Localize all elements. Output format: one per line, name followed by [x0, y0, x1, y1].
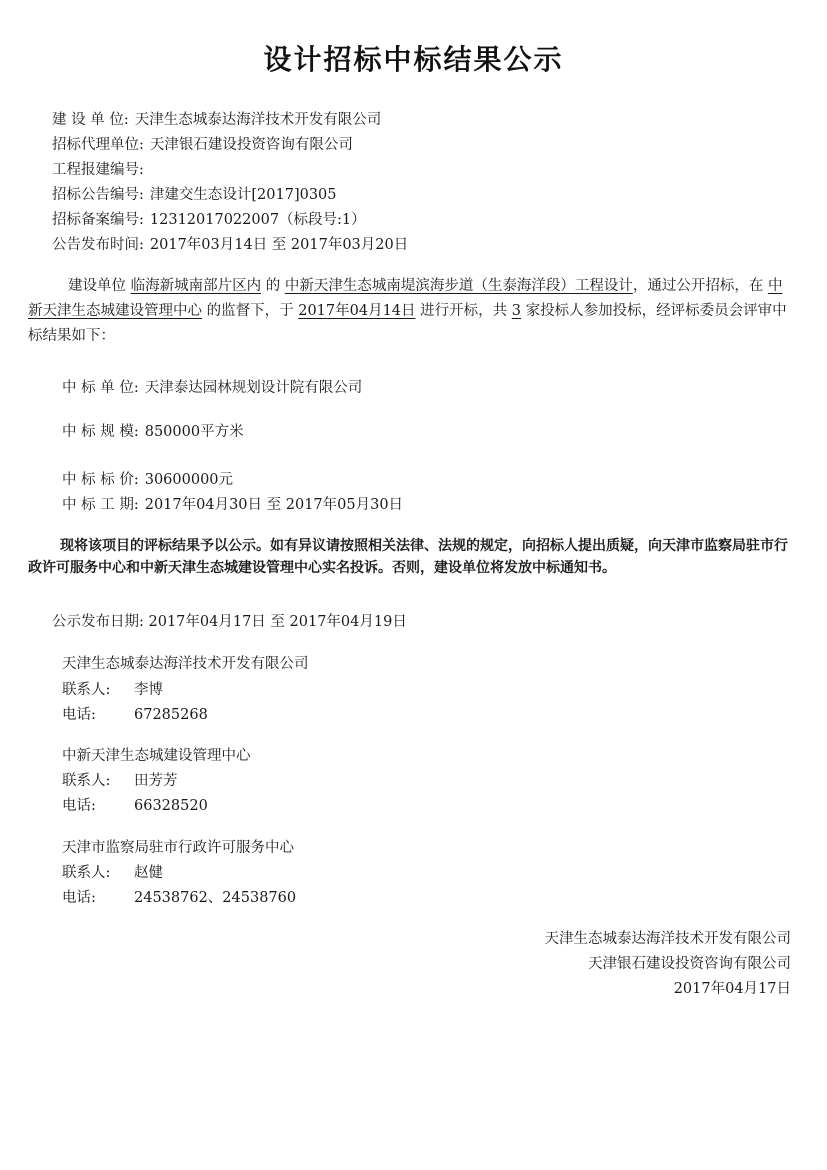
notice-no-label: 招标公告编号:: [52, 187, 144, 203]
agent-value: 天津银石建设投资咨询有限公司: [149, 137, 353, 153]
record-no-value: 12312017022007（标段号:1）: [149, 212, 366, 228]
signature-org-1: 天津生态城泰达海洋技术开发有限公司: [544, 931, 791, 947]
contact-person-row: [62, 771, 178, 791]
publish-time-value: 2017年03月14日 至 2017年03月20日: [149, 237, 409, 253]
period-label: 中 标 工 期:: [62, 497, 139, 513]
publicity-date: 公示发布日期: 2017年04月17日 至 2017年04月19日: [52, 614, 407, 630]
contact-phone-label: 电话:: [62, 890, 96, 906]
location-underlined: 临海新城南部片区内: [130, 278, 262, 294]
scale-label: 中 标 规 模:: [62, 424, 139, 440]
project-no-label: 工程报建编号:: [52, 162, 144, 178]
builder-label: 建 设 单 位:: [52, 112, 129, 128]
agent-row: [52, 135, 353, 155]
contact-person-row: [62, 863, 163, 883]
signature-org-2: 天津银石建设投资咨询有限公司: [588, 956, 791, 972]
scale-row: [62, 422, 244, 442]
open-date-underlined: 2017年04月14日: [298, 303, 416, 319]
contact-phone-row: [62, 796, 208, 816]
paragraph-text: ，通过公开招标，在: [632, 278, 768, 294]
contact-phone-row: [62, 705, 208, 725]
contact-phone-row: [62, 888, 296, 908]
contact-person-label: 联系人:: [62, 865, 111, 881]
contact-person: 田芳芳: [134, 773, 178, 789]
record-no-label: 招标备案编号:: [52, 212, 144, 228]
winner-label: 中 标 单 位:: [62, 380, 139, 396]
publish-time-label: 公告发布时间:: [52, 237, 144, 253]
paragraph-text: 进行开标，共: [415, 303, 512, 319]
period-row: [62, 495, 403, 515]
bidder-count-underlined: 3: [511, 303, 521, 319]
price-value: 30600000元: [144, 472, 234, 488]
contact-phone: 24538762、24538760: [134, 890, 297, 906]
contact-person: 李博: [134, 682, 163, 698]
paragraph-text: 的监督下，于: [202, 303, 299, 319]
winner-row: [62, 378, 362, 398]
scale-value: 850000平方米: [144, 424, 244, 440]
contact-person-label: 联系人:: [62, 682, 111, 698]
price-row: [62, 470, 233, 490]
record-no-row: [52, 210, 366, 230]
contact-phone-label: 电话:: [62, 707, 96, 723]
page-title: 设计招标中标结果公示: [263, 43, 564, 76]
period-value: 2017年04月30日 至 2017年05月30日: [144, 497, 404, 513]
project-no-row: [52, 160, 150, 180]
objection-notice: 现将该项目的评标结果予以公示。如有异议请按照相关法律、法规的规定，向招标人提出质疑，向天津市监察局驻市行政许可服务中心和中新天津生态城建设管理中心实名投诉。否则，建设单位将发放中标通知书。: [28, 538, 788, 576]
contact-org: 天津市监察局驻市行政许可服务中心: [62, 840, 294, 856]
paragraph-text: 的: [261, 278, 285, 294]
contact-person-row: [62, 680, 163, 700]
price-label: 中 标 标 价:: [62, 472, 139, 488]
contact-person: 赵健: [134, 865, 163, 881]
builder-row: [52, 110, 381, 130]
contact-org: 天津生态城泰达海洋技术开发有限公司: [62, 656, 309, 672]
paragraph-text: 家投标人参加投标，经评标委员会评审中标结果如下：: [28, 303, 787, 344]
winner-value: 天津泰达园林规划设计院有限公司: [144, 380, 363, 396]
contact-phone: 66328520: [134, 798, 208, 814]
project-name-underlined: 中新天津生态城南堤滨海步道（生泰海洋段）工程设计: [284, 278, 633, 294]
contact-person-label: 联系人:: [62, 773, 111, 789]
agent-label: 招标代理单位:: [52, 137, 144, 153]
supervisor-underlined: 中新天津生态城建设管理中心: [28, 278, 783, 319]
bid-paragraph: [28, 274, 796, 349]
builder-value: 天津生态城泰达海洋技术开发有限公司: [134, 112, 382, 128]
publish-time-row: [52, 235, 408, 255]
contact-phone: 67285268: [134, 707, 208, 723]
signature-date: 2017年04月17日: [673, 981, 791, 997]
contact-org: 中新天津生态城建设管理中心: [62, 748, 251, 764]
contact-phone-label: 电话:: [62, 798, 96, 814]
notice-no-value: 津建交生态设计[2017]0305: [149, 187, 337, 203]
notice-no-row: [52, 185, 337, 205]
paragraph-text: 建设单位: [68, 278, 131, 294]
